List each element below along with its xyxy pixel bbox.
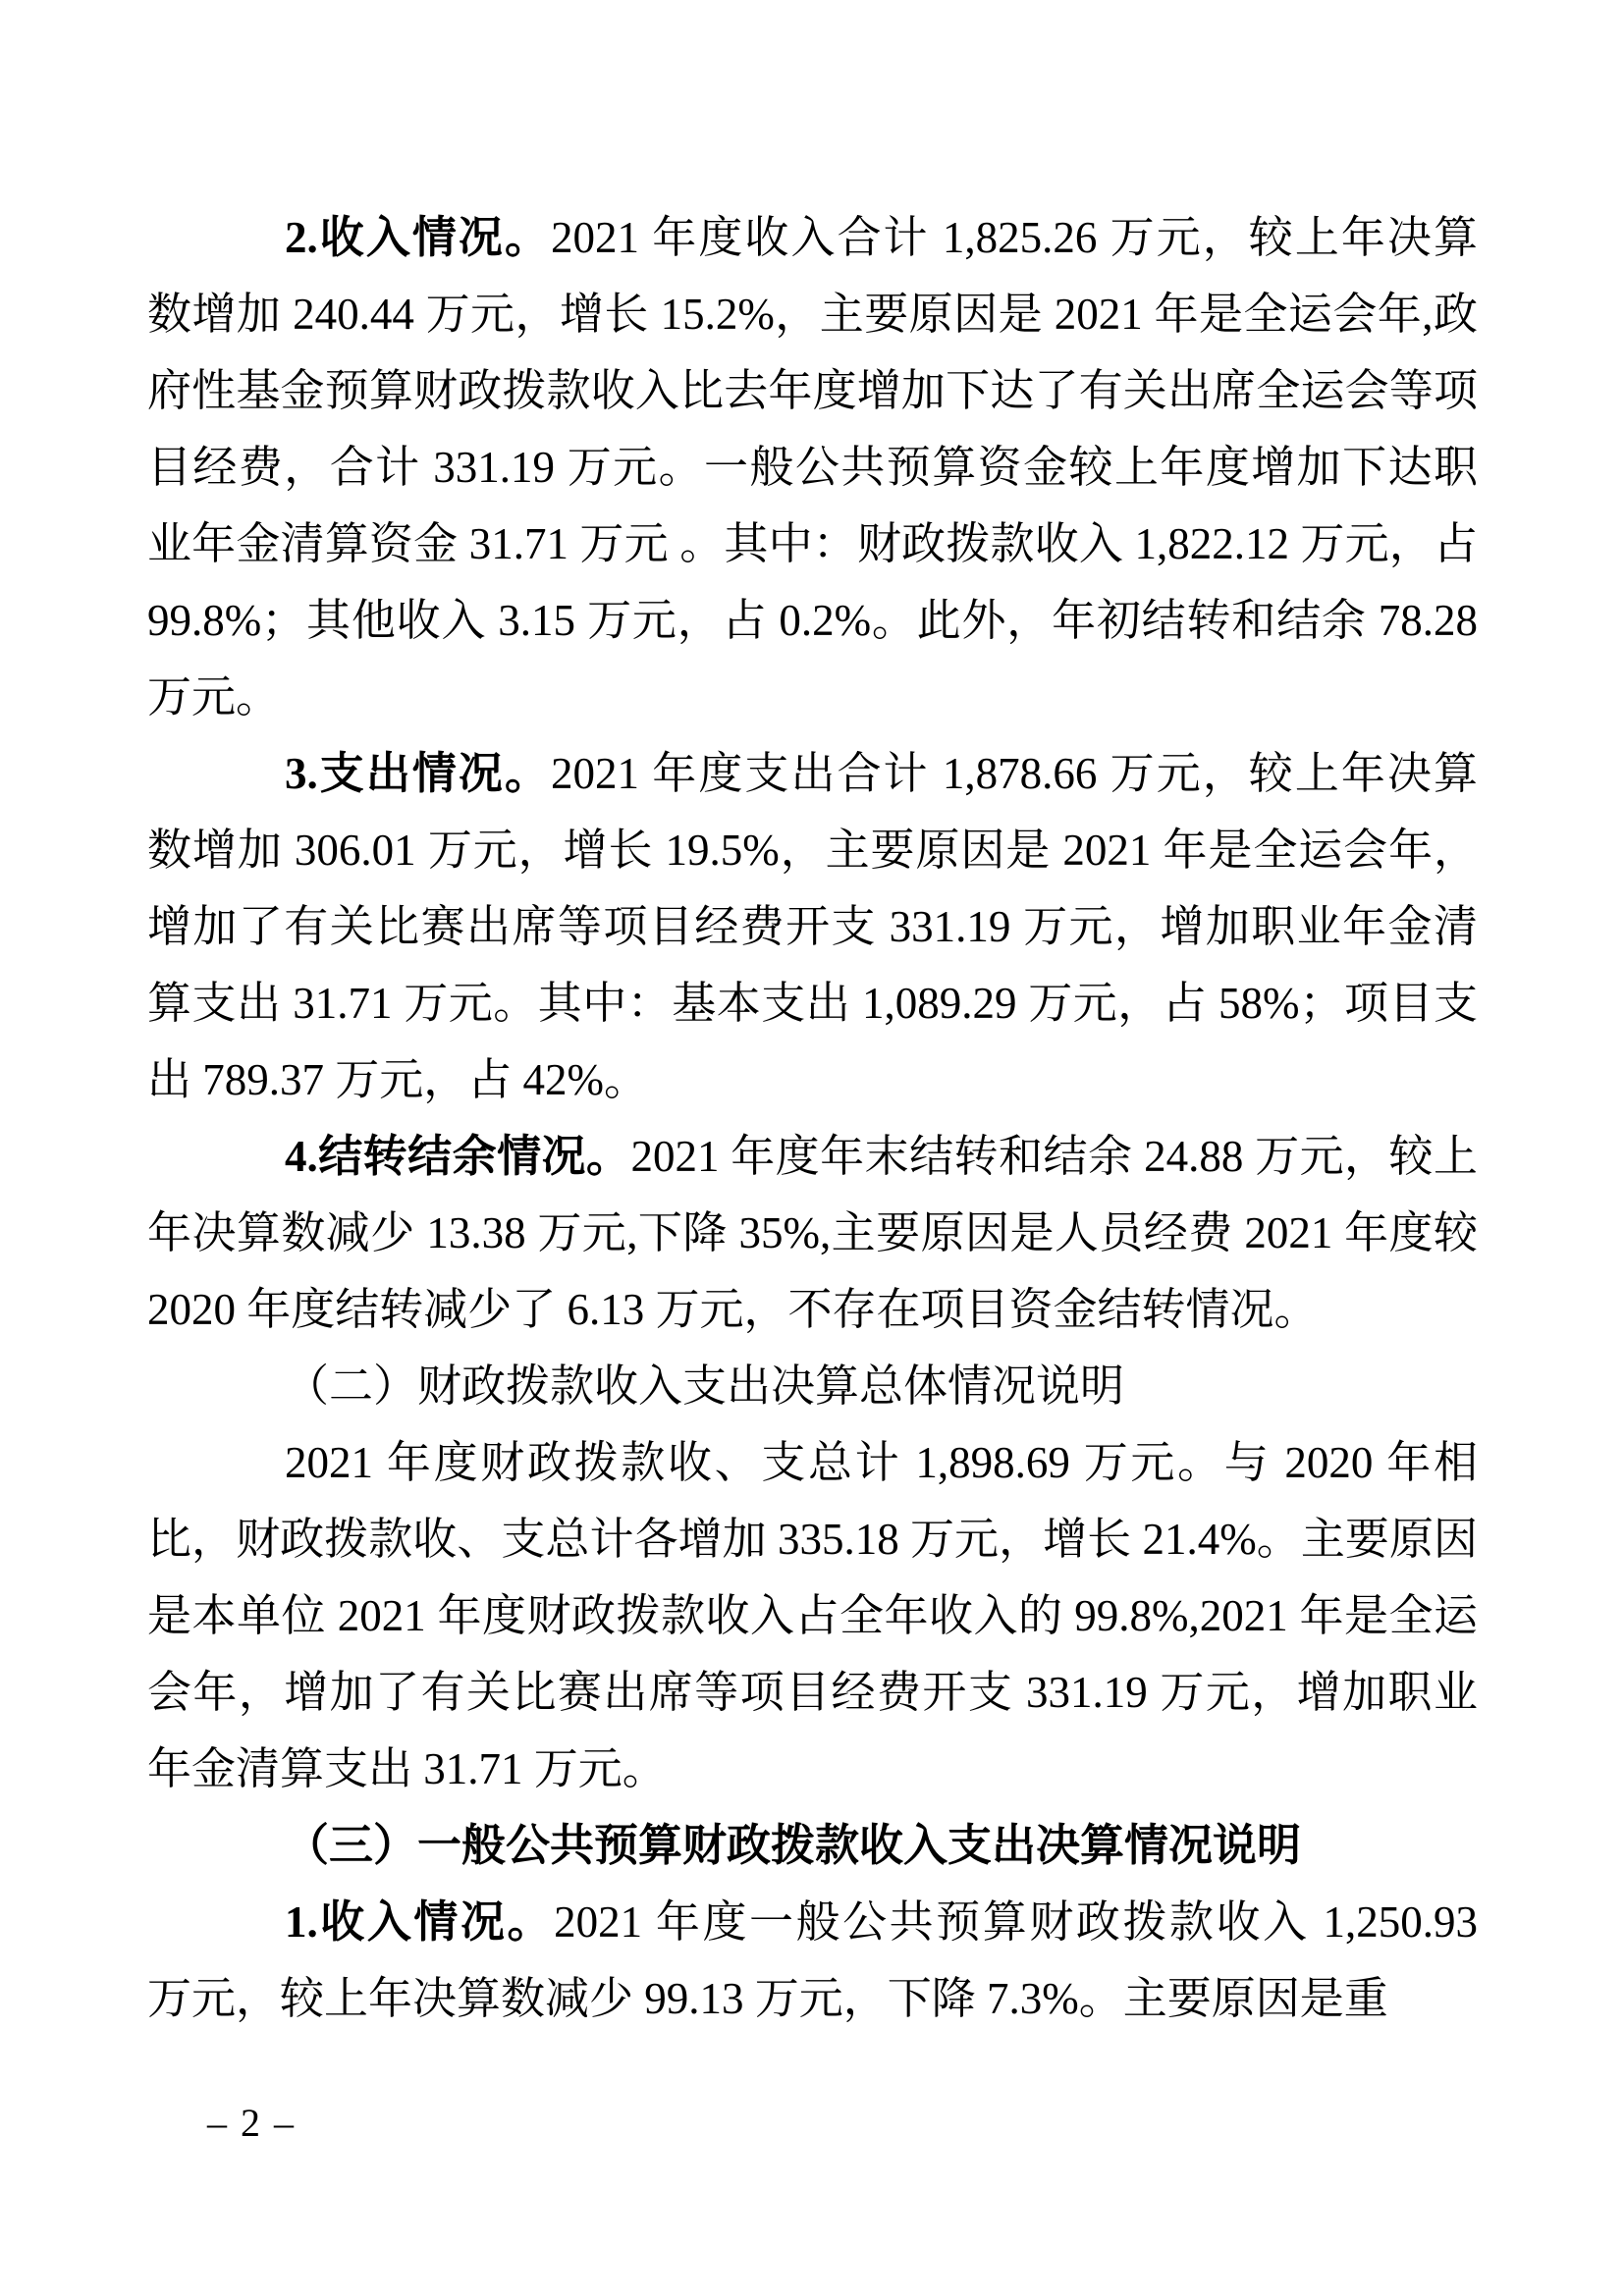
paragraph-carryover-lead: 4.结转结余情况。 [285,1132,631,1181]
paragraph-carryover-overview [147,1118,1478,1348]
paragraph-fiscal-appropriation-total-text: 2021 年度财政拨款收、支总计 1,898.69 万元。与 2020 年相比，财政拨款收、支总计各增加 335.18 万元，增长 21.4%。主要原因是本单位 2021 年度财政拨款收入占全年收入的 99.8%,2021 年是全运会年，增加了有关比赛出席等项目经费开支 331.19 万元，增加职业年金清算支出 31.71 万元。 [147,1438,1478,1793]
paragraph-expenditure-lead: 3.支出情况。 [285,749,552,798]
section-heading-fiscal-appropriation-text: （二）财政拨款收入支出决算总体情况说明 [285,1362,1125,1411]
paragraph-income-lead: 2.收入情况。 [285,213,552,262]
document-body [147,199,1478,2037]
page-number: – 2 – [207,2101,296,2145]
paragraph-general-budget-income-lead: 1.收入情况。 [285,1897,555,1947]
paragraph-general-budget-income-text: 2021 年度一般公共预算财政拨款收入 1,250.93 万元，较上年决算数减少 99.13 万元，下降 7.3%。主要原因是重 [147,1897,1478,2023]
section-heading-general-public-budget-text: （三）一般公共预算财政拨款收入支出决算情况说明 [285,1821,1302,1870]
section-heading-general-public-budget [147,1807,1478,1884]
paragraph-fiscal-appropriation-total [147,1424,1478,1807]
paragraph-expenditure-text: 2021 年度支出合计 1,878.66 万元，较上年决算数增加 306.01 万元，增长 19.5%，主要原因是 2021 年是全运会年，增加了有关比赛出席等项目经费开支 331.19 万元，增加职业年金清算支出 31.71 万元。其中：基本支出 1,089.29 万元，占 58%；项目支出 789.37 万元，占 42%。 [147,749,1478,1104]
paragraph-income-overview [147,199,1478,735]
paragraph-income-text: 2021 年度收入合计 1,825.26 万元，较上年决算数增加 240.44 万元，增长 15.2%，主要原因是 2021 年是全运会年,政府性基金预算财政拨款收入比去年度增加下达了有关出席全运会等项目经费，合计 331.19 万元。一般公共预算资金较上年度增加下达职业年金清算资金 31.71 万元 。其中：财政拨款收入 1,822.12 万元，占 99.8%；其他收入 3.15 万元，占 0.2%。此外，年初结转和结余 78.28 万元。 [147,213,1478,721]
paragraph-general-budget-income [147,1884,1478,2037]
paragraph-carryover-text: 2021 年度年末结转和结余 24.88 万元，较上年决算数减少 13.38 万元,下降 35%,主要原因是人员经费 2021 年度较 2020 年度结转减少了 6.13 万元，不存在项目资金结转情况。 [147,1132,1478,1334]
paragraph-expenditure-overview [147,735,1478,1118]
section-heading-fiscal-appropriation [147,1348,1478,1424]
